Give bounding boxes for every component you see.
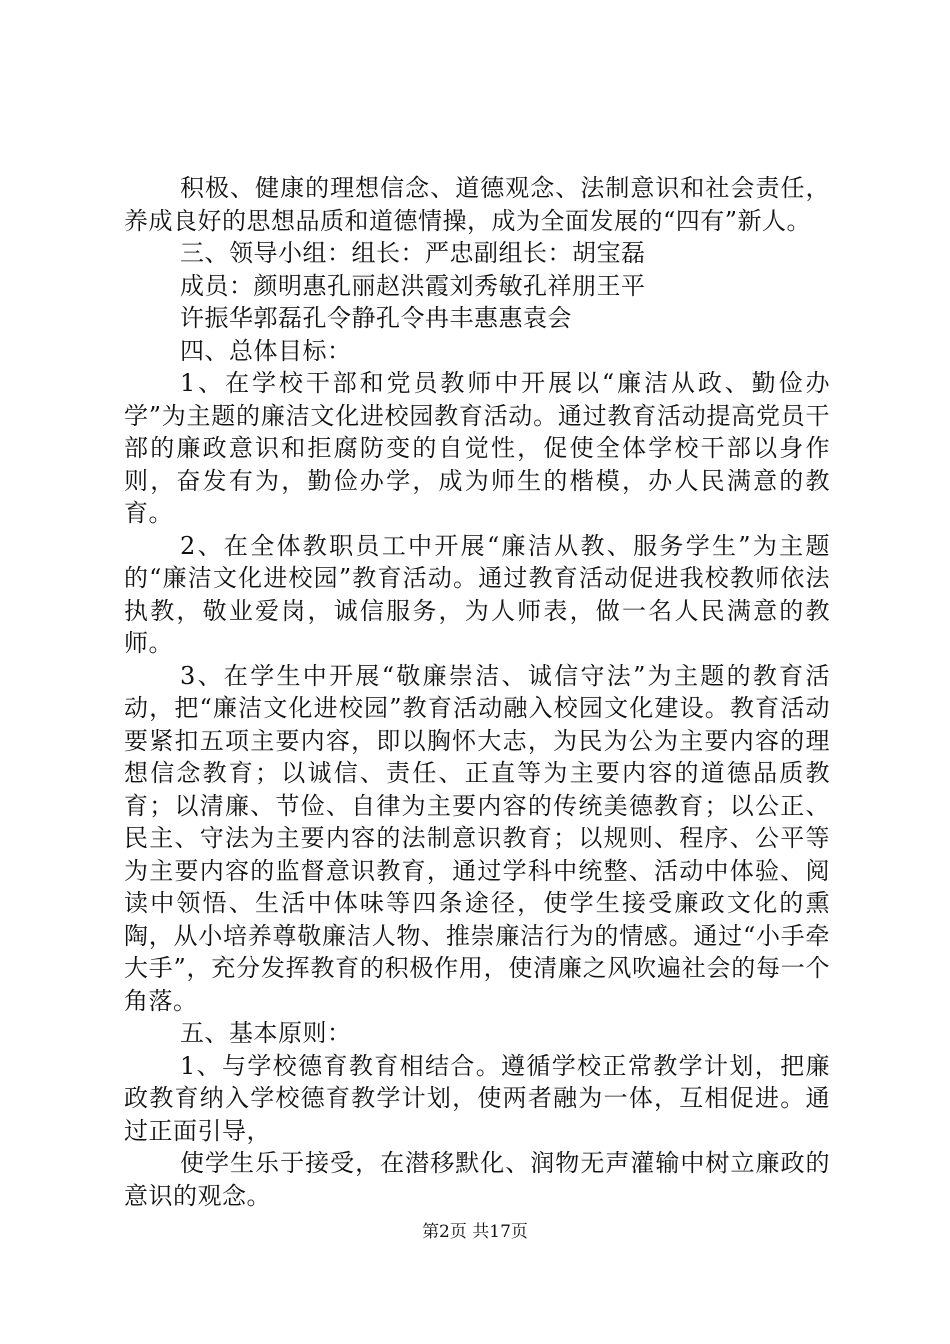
paragraph-members-continued: 许振华郭磊孔令静孔令冉丰惠惠袁会 [180,304,572,332]
paragraph-principle-1: 1、与学校德育教育相结合。遵循学校正常教学计划，把廉政教育纳入学校德育教学计划，使两者融为一体，互相促进。通过正面引导， [124,1051,830,1145]
heading-basic-principles: 五、基本原则： [180,1019,352,1047]
paragraph-goal-2: 2、在全体教职员工中开展“廉洁从教、服务学生”为主题的“廉洁文化进校园”教育活动。通过教育活动促进我校教师依法执教，敬业爱岗，诚信服务，为人师表，做一名人民满意的教师。 [124,531,830,657]
heading-overall-goals: 四、总体目标： [180,336,352,365]
paragraph-principle-1-continued: 使学生乐于接受，在潜移默化、润物无声灌输中树立廉政的意识的观念。 [124,1149,830,1210]
paragraph-goal-continuation: 积极、健康的理想信念、道德观念、法制意识和社会责任，养成良好的思想品质和道德情操，成为全面发展的“四有”新人。 [124,174,830,235]
paragraph-leadership-group: 三、领导小组：组长：严忠副组长：胡宝磊 [180,239,646,267]
paragraph-goal-1: 1、在学校干部和党员教师中开展以“廉洁从政、勤俭办学”为主题的廉洁文化进校园教育活动。通过教育活动提高党员干部的廉政意识和拒腐防变的自觉性，促使全体学校干部以身作则，奋发有为，勤俭办学，成为师生的楷模，办人民满意的教育。 [124,369,830,527]
page-number-footer: 第2页 共17页 [422,1222,528,1242]
document-body [124,172,830,1212]
paragraph-members: 成员：颜明惠孔丽赵洪霞刘秀敏孔祥朋王平 [180,271,646,300]
paragraph-goal-3: 3、在学生中开展“敬廉崇洁、诚信守法”为主题的教育活动，把“廉洁文化进校园”教育活动融入校园文化建设。教育活动要紧扣五项主要内容，即以胸怀大志，为民为公为主要内容的理想信念教育；以诚信、责任、正直等为主要内容的道德品质教育；以清廉、节俭、自律为主要内容的传统美德教育；以公正、民主、守法为主要内容的法制意识教育；以规则、程序、公平等为主要内容的监督意识教育，通过学科中统整、活动中体验、阅读中领悟、生活中体味等四条途径，使学生接受廉政文化的熏陶，从小培养尊敬廉洁人物、推崇廉洁行为的情感。通过“小手牵大手”，充分发挥教育的积极作用，使清廉之风吹遍社会的每一个角落。 [124,661,830,1015]
